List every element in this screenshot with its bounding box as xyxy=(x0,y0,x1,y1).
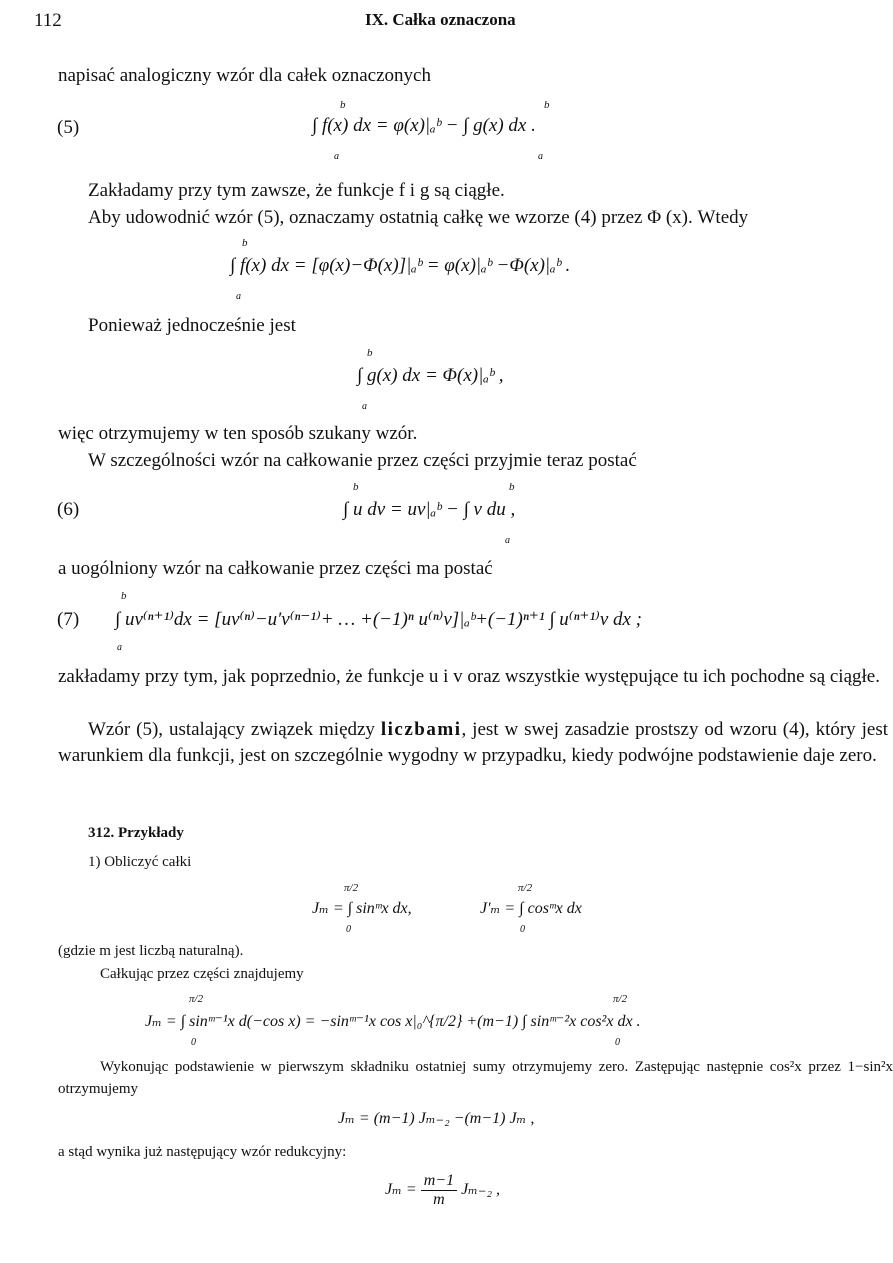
paragraph-7: a uogólniony wzór na całkowanie przez części ma postać xyxy=(58,558,493,579)
fraction-numerator: m−1 xyxy=(421,1172,457,1191)
paragraph-2: Zakładamy przy tym zawsze, że funkcje f i g są ciągłe. xyxy=(88,180,505,201)
page-number: 112 xyxy=(34,10,62,31)
equation-reduction: Jₘ = $\frac{m-1}{m}$ Jₘ₋₂ , xyxy=(385,1172,500,1208)
paragraph-6: W szczególności wzór na całkowanie przez części przyjmie teraz postać xyxy=(88,450,637,471)
emphasis-liczbami: liczbami xyxy=(380,719,462,740)
equation-integration-by-parts: π/2 0 π/2 0 Jₘ = ∫ sinᵐ⁻¹x d(−cos x) = −sinᵐ⁻¹x cos x|₀^{π/2} +(m−1) ∫ sinᵐ⁻²x cos²x dx . xyxy=(145,993,641,1048)
equation-g: b a ∫ g(x) dx = Φ(x)|ₐᵇ , xyxy=(357,347,504,412)
paragraph-4: Ponieważ jednocześnie jest xyxy=(88,315,296,336)
equation-6-label: (6) xyxy=(57,499,80,520)
paragraph-8: zakładamy przy tym, jak poprzednio, że funkcje u i v oraz wszystkie występujące tu ich pochodne są ciągłe. xyxy=(58,666,880,687)
paragraph-1: napisać analogiczny wzór dla całek oznaczonych xyxy=(58,65,431,86)
equation-7: b a ∫ uv⁽ⁿ⁺¹⁾dx = [uv⁽ⁿ⁾−u′v⁽ⁿ⁻¹⁾+ … +(−1)ⁿ u⁽ⁿ⁾v]|ₐᵇ+(−1)ⁿ⁺¹ ∫ u⁽ⁿ⁺¹⁾v dx ; xyxy=(115,590,643,653)
section-heading: 312. Przykłady xyxy=(88,825,184,841)
equation-J-definitions: π/2 0 π/2 0 Jₘ = ∫ sinᵐx dx, J′ₘ = ∫ cosᵐx dx xyxy=(312,882,582,935)
equation-5: b a b a ∫ f(x) dx = φ(x)|ₐᵇ − ∫ g(x) dx . xyxy=(312,99,550,162)
example-1-label: 1) Obliczyć całki xyxy=(88,854,192,870)
equation-6: b b a ∫ u dv = uv|ₐᵇ − ∫ v du , xyxy=(343,481,516,546)
paragraph-3: Aby udowodnić wzór (5), oznaczamy ostatnią całkę we wzorze (4) przez Φ (x). Wtedy xyxy=(88,207,749,228)
equation-wtedy: b a ∫ f(x) dx = [φ(x)−Φ(x)]|ₐᵇ = φ(x)|ₐᵇ −Φ(x)|ₐᵇ . xyxy=(230,237,571,302)
paragraph-9: Wzór (5), ustalający związek między liczbami, jest w swej zasadzie prostszy od wzoru (4), który jest warunkiem dla funkcji, jest on szczególnie wygodny w przypadku, kiedy podwójne podstawienie daje zero. xyxy=(58,719,889,766)
text-integrating-by-parts: Całkując przez części znajdujemy xyxy=(100,966,304,982)
fraction-denominator: m xyxy=(433,1191,445,1208)
equation-7-label: (7) xyxy=(57,609,80,630)
note-natural-m: (gdzie m jest liczbą naturalną). xyxy=(58,943,244,959)
equation-5-label: (5) xyxy=(57,117,80,138)
equation-relation: Jₘ = (m−1) Jₘ₋₂ −(m−1) Jₘ , xyxy=(338,1110,535,1127)
text-reduction-formula: a stąd wynika już następujący wzór redukcyjny: xyxy=(58,1144,347,1160)
paragraph-5: więc otrzymujemy w ten sposób szukany wzór. xyxy=(58,423,418,444)
text-substitution: Wykonując podstawienie w pierwszym składniku ostatniej sumy otrzymujemy zero. Zastępując następnie cos²x przez 1−sin²x otrzymujemy xyxy=(58,1059,893,1097)
chapter-title: IX. Całka oznaczona xyxy=(365,10,516,29)
